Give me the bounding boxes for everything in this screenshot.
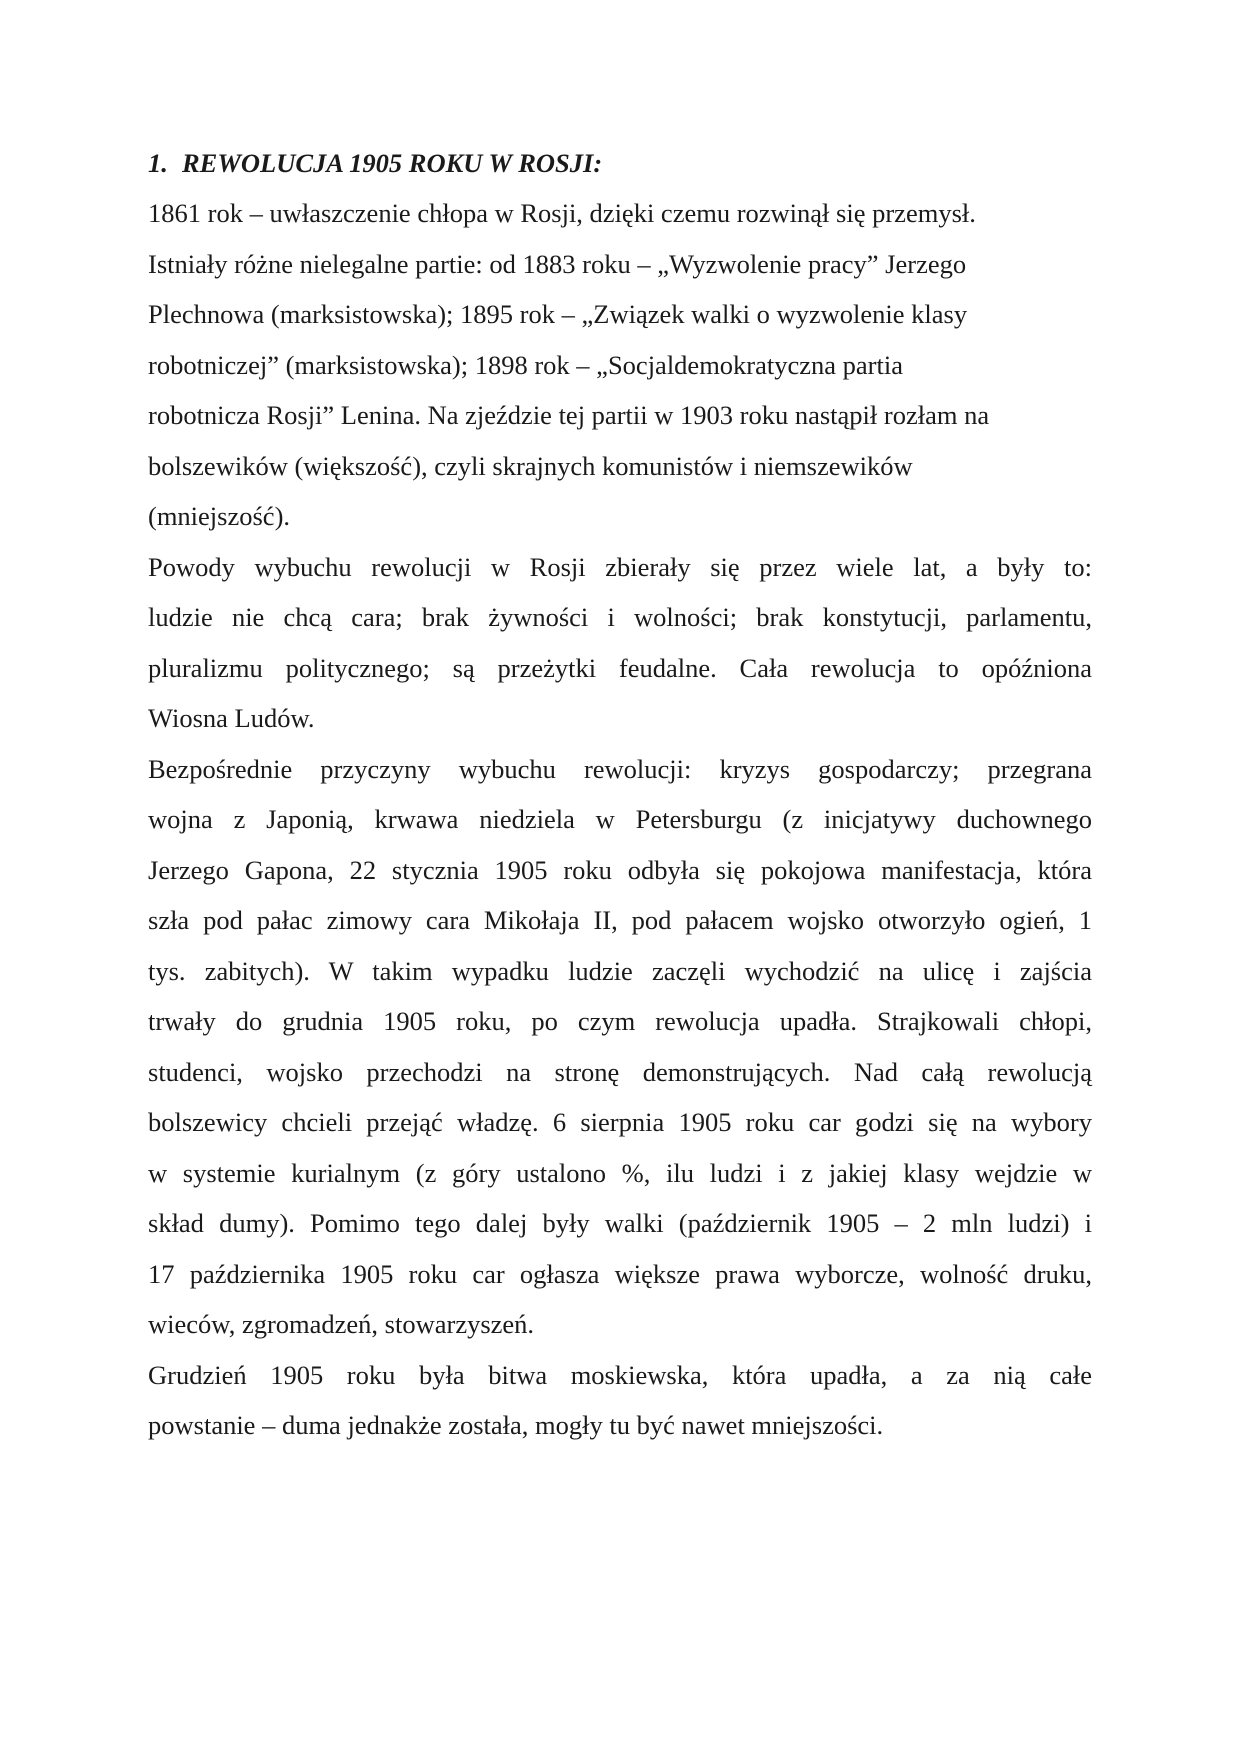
text-line: robotnicza Rosji” Lenina. Na zjeździe tej partii w 1903 roku nastąpił rozłam na [148, 400, 990, 430]
paragraph-1 [148, 188, 1092, 542]
text-line: 17 października 1905 roku car ogłasza większe prawa wyborcze, wolność druku, [148, 1258, 1092, 1289]
text-line: w systemie kurialnym (z góry ustalono %, ilu ludzi i z jakiej klasy wejdzie w [148, 1157, 1092, 1188]
paragraph-3 [148, 744, 1092, 1350]
paragraph-2 [148, 542, 1092, 744]
text-line: Powody wybuchu rewolucji w Rosji zbierały się przez wiele lat, a były to: [148, 551, 1092, 582]
text-line: tys. zabitych). W takim wypadku ludzie zaczęli wychodzić na ulicę i zajścia [148, 955, 1092, 986]
text-line: studenci, wojsko przechodzi na stronę demonstrujących. Nad całą rewolucją [148, 1056, 1092, 1087]
section-heading [148, 138, 1092, 188]
text-line: Bezpośrednie przyczyny wybuchu rewolucji: kryzys gospodarczy; przegrana [148, 753, 1092, 784]
text-line: trwały do grudnia 1905 roku, po czym rewolucja upadła. Strajkowali chłopi, [148, 1006, 1092, 1036]
text-line: wieców, zgromadzeń, stowarzyszeń. [148, 1309, 535, 1339]
section-title: REWOLUCJA 1905 ROKU W ROSJI: [182, 148, 603, 178]
text-line: skład dumy). Pomimo tego dalej były walki (październik 1905 – 2 mln ludzi) i [148, 1208, 1092, 1238]
text-line: 1861 rok – uwłaszczenie chłopa w Rosji, dzięki czemu rozwinął się przemysł. [148, 198, 976, 228]
text-line: Jerzego Gapona, 22 stycznia 1905 roku odbyła się pokojowa manifestacja, która [148, 854, 1092, 885]
text-line: bolszewicy chcieli przejąć władzę. 6 sierpnia 1905 roku car godzi się na wybory [148, 1107, 1092, 1137]
text-line: Grudzień 1905 roku była bitwa moskiewska, która upadła, a za nią całe [148, 1359, 1092, 1390]
text-line: powstanie – duma jednakże została, mogły tu być nawet mniejszości. [148, 1410, 884, 1440]
document-page [148, 138, 1092, 1451]
text-line: Istniały różne nielegalne partie: od 1883 roku – „Wyzwolenie pracy” Jerzego [148, 248, 967, 279]
text-line: wojna z Japonią, krwawa niedziela w Petersburgu (z inicjatywy duchownego [148, 804, 1092, 834]
text-line: Wiosna Ludów. [148, 703, 315, 733]
text-line: robotniczej” (marksistowska); 1898 rok – „Socjaldemokratyczna partia [148, 349, 903, 380]
text-line: (mniejszość). [148, 501, 291, 531]
text-line: Plechnowa (marksistowska); 1895 rok – „Związek walki o wyzwolenie klasy [148, 299, 968, 329]
text-line: ludzie nie chcą cara; brak żywności i wolności; brak konstytucji, parlamentu, [148, 602, 1092, 632]
paragraph-4 [148, 1350, 1092, 1451]
section-number: 1. [148, 148, 168, 178]
text-line: szła pod pałac zimowy cara Mikołaja II, pod pałacem wojsko otworzyło ogień, 1 [148, 905, 1092, 935]
text-line: bolszewików (większość), czyli skrajnych komunistów i niemszewików [148, 450, 913, 481]
text-line: pluralizmu politycznego; są przeżytki feudalne. Cała rewolucja to opóźniona [148, 652, 1092, 683]
